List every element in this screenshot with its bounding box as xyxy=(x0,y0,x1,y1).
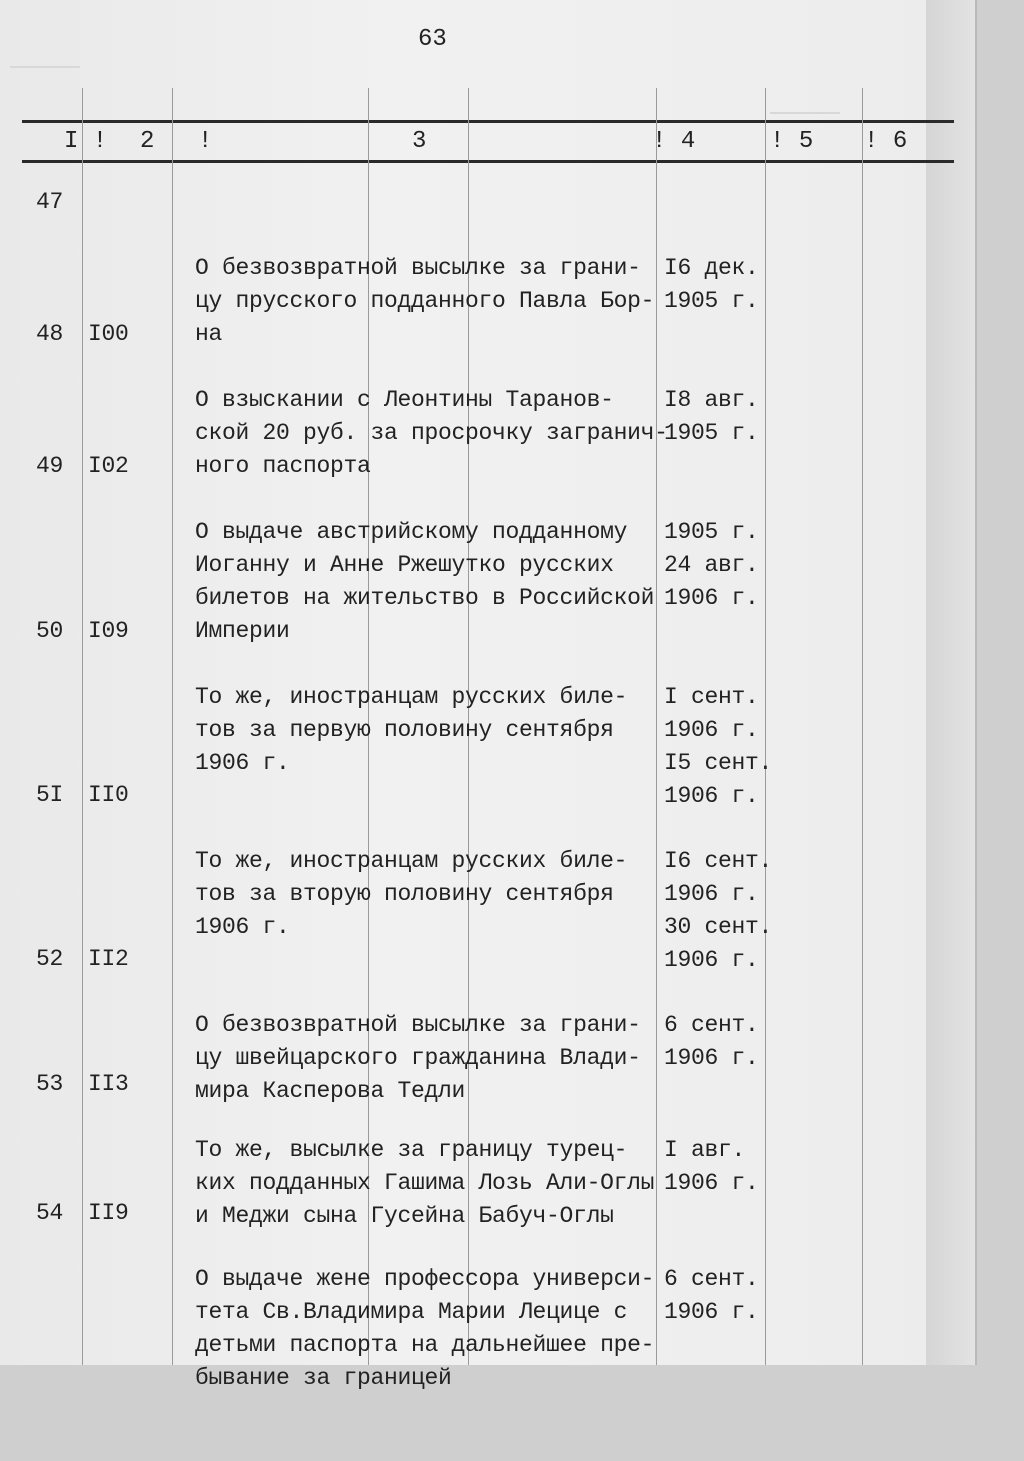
row-number: 52 xyxy=(36,946,64,972)
row-date: 6 сент. 1906 г. xyxy=(664,1012,759,1071)
row-date: I8 авг. 1905 г. xyxy=(664,387,759,446)
row-description: О выдаче жене профессора универси- тета Св.Владимира Марии Лецице с детьми паспорта на дальнейшее пре- бывание за границей xyxy=(195,1266,655,1391)
row-date: I6 дек. 1905 г. xyxy=(664,255,759,314)
row-ref: I09 xyxy=(88,618,129,644)
row-date: I сент. 1906 г. I5 сент. 1906 г. xyxy=(664,684,773,809)
column-divider xyxy=(656,88,657,1365)
header-col-1: I ! xyxy=(64,128,108,155)
header-col-3: 3 xyxy=(412,128,427,155)
row-description: То же, иностранцам русских биле- тов за первую половину сентября 1906 г. xyxy=(195,684,628,776)
header-bottom-rule xyxy=(22,160,954,163)
row-number: 54 xyxy=(36,1200,64,1226)
row-ref: I02 xyxy=(88,453,129,479)
header-col-2: 2 xyxy=(140,128,155,155)
row-date: I6 сент. 1906 г. 30 сент. 1906 г. xyxy=(664,848,773,973)
row-description: То же, высылке за границу турец- ких подданных Гашима Лозь Али-Оглы и Меджи сына Гусейна Бабуч-Оглы xyxy=(195,1137,655,1229)
row-description: О безвозвратной высылке за грани- цу швейцарского гражданина Влади- мира Касперова Тедли xyxy=(195,1012,641,1104)
row-date: 1905 г. 24 авг. 1906 г. xyxy=(664,519,759,611)
row-ref: II3 xyxy=(88,1071,129,1097)
row-date: I авг. 1906 г. xyxy=(664,1137,759,1196)
header-top-rule xyxy=(22,120,954,123)
row-description: О взыскании с Леонтины Таранов- ской 20 руб. за просрочку загранич- ного паспорта xyxy=(195,387,668,479)
row-number: 47 xyxy=(36,189,64,215)
column-divider xyxy=(82,88,83,1365)
bleed-through-mark xyxy=(10,52,80,68)
row-ref: II0 xyxy=(88,782,129,808)
header-col-6: ! 6 xyxy=(864,128,908,155)
row-description: О безвозвратной высылке за грани- цу прусского подданного Павла Бор- на xyxy=(195,255,655,347)
row-description: То же, иностранцам русских биле- тов за вторую половину сентября 1906 г. xyxy=(195,848,628,940)
row-number: 5I xyxy=(36,782,64,808)
header-col-5: ! 5 xyxy=(770,128,814,155)
row-number: 53 xyxy=(36,1071,64,1097)
column-divider xyxy=(862,88,863,1365)
row-number: 50 xyxy=(36,618,64,644)
row-number: 48 xyxy=(36,321,64,347)
row-description: О выдаче австрийскому подданному Иоганну и Анне Ржешутко русских билетов на жительство в Российской Империи xyxy=(195,519,655,644)
row-date: 6 сент. 1906 г. xyxy=(664,1266,759,1325)
row-number: 49 xyxy=(36,453,64,479)
row-ref: II9 xyxy=(88,1200,129,1226)
bleed-through-mark xyxy=(770,100,840,114)
page-margin-strip xyxy=(926,0,975,1365)
header-sep: ! xyxy=(198,128,213,155)
column-divider xyxy=(172,88,173,1365)
page-number: 63 xyxy=(418,26,447,53)
header-col-4: ! 4 xyxy=(652,128,696,155)
row-ref: II2 xyxy=(88,946,129,972)
row-ref: I00 xyxy=(88,321,129,347)
